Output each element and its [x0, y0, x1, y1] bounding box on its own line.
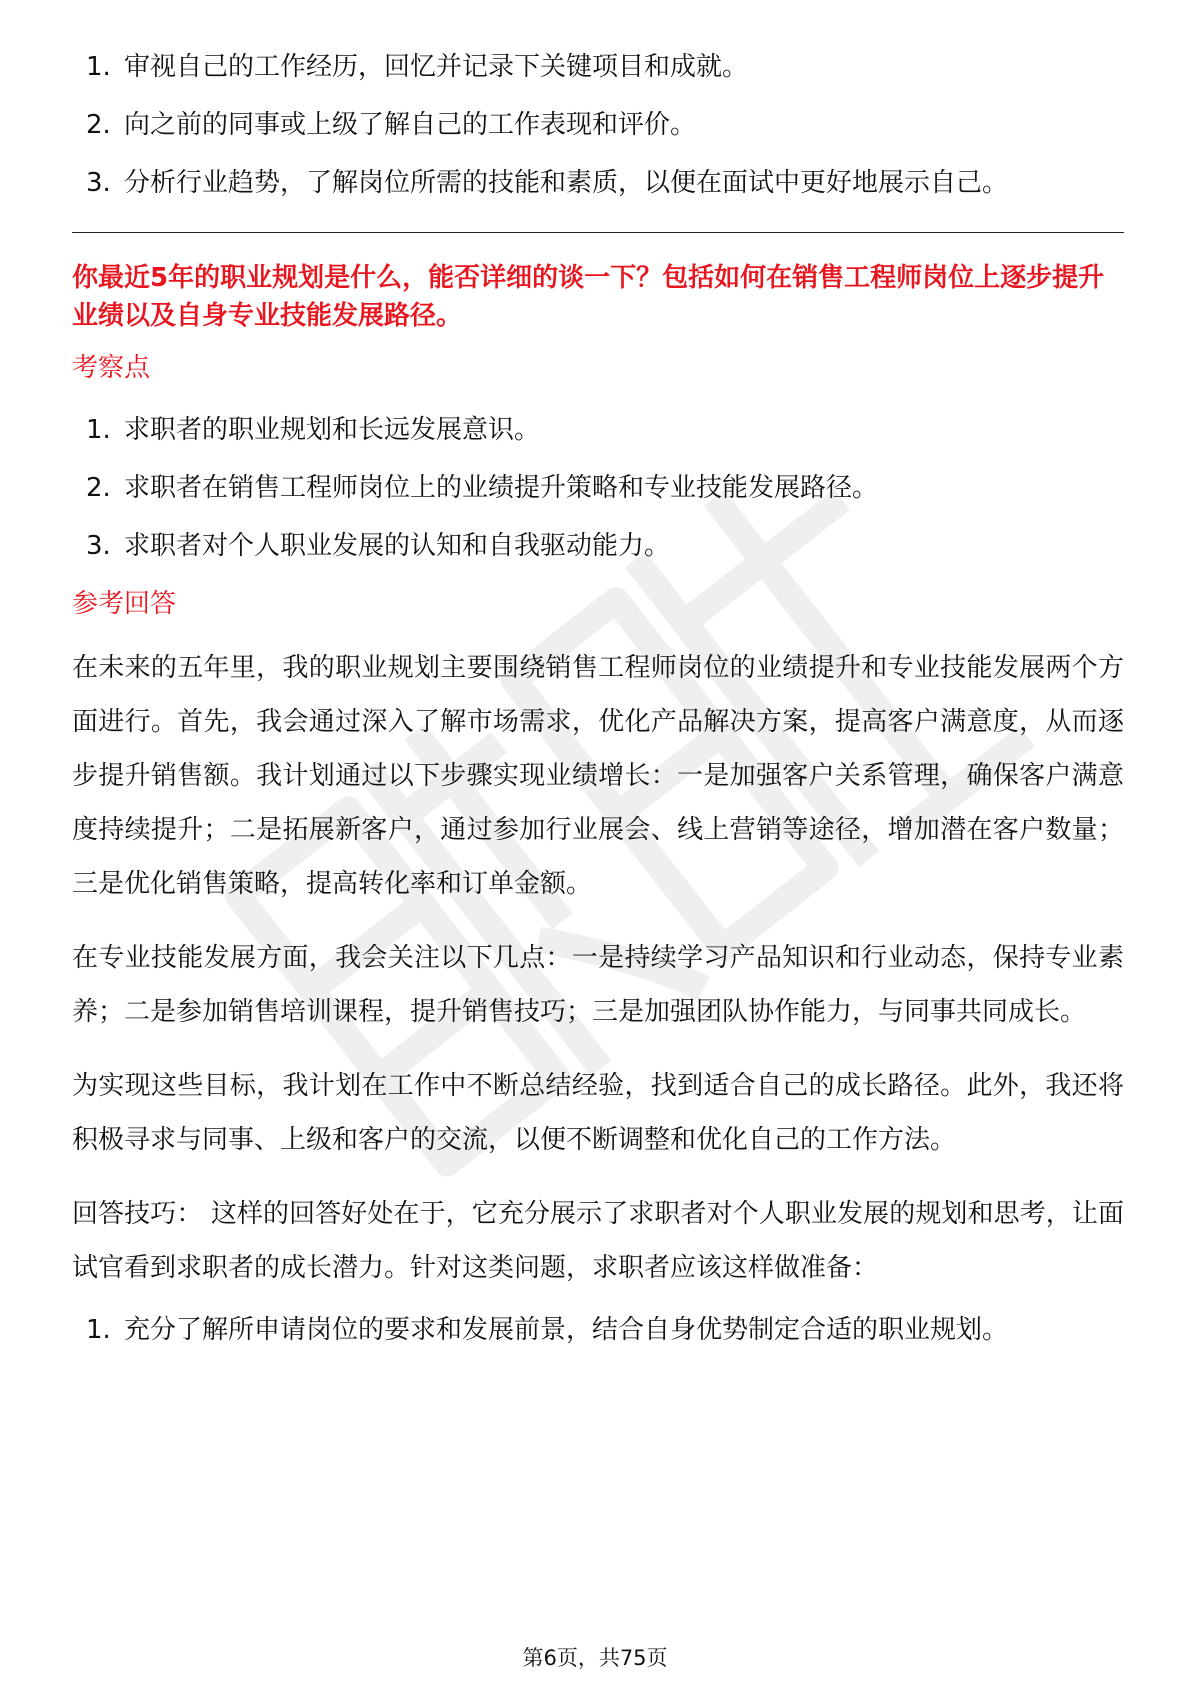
list-item [72, 531, 1124, 561]
list-number: 1. [86, 1315, 111, 1345]
exam-points-list [72, 415, 1124, 561]
list-text: 求职者的职业规划和长远发展意识。 [124, 415, 541, 445]
list-text: 求职者在销售工程师岗位上的业绩提升策略和专业技能发展路径。 [124, 473, 879, 503]
question-heading: 你最近5年的职业规划是什么，能否详细的谈一下？包括如何在销售工程师岗位上逐步提升业绩以及自身专业技能发展路径。 [72, 263, 1105, 331]
intro-list [72, 52, 1124, 198]
list-text: 求职者对个人职业发展的认知和自我驱动能力。 [124, 531, 671, 561]
tips-paragraph: 回答技巧： 这样的回答好处在于，它充分展示了求职者对个人职业发展的规划和思考，让面试官看到求职者的成长潜力。针对这类问题，求职者应该这样做准备： [72, 1199, 1124, 1283]
list-text: 审视自己的工作经历，回忆并记录下关键项目和成就。 [124, 52, 749, 82]
list-number: 2. [86, 473, 111, 503]
answer-paragraph: 在专业技能发展方面，我会关注以下几点：一是持续学习产品知识和行业动态，保持专业素养；二是参加销售培训课程，提升销售技巧；三是加强团队协作能力，与同事共同成长。 [72, 943, 1124, 1027]
list-item [72, 473, 1124, 503]
exam-points-title: 考察点 [72, 353, 151, 383]
list-number: 2. [86, 110, 111, 140]
tips-list [72, 1315, 1124, 1345]
reference-answer-title: 参考回答 [72, 589, 177, 619]
list-item [72, 1315, 1124, 1345]
list-text: 分析行业趋势，了解岗位所需的技能和素质，以便在面试中更好地展示自己。 [124, 168, 1009, 198]
content-area [72, 52, 1124, 1373]
section-divider [72, 232, 1124, 233]
list-number: 3. [86, 531, 111, 561]
list-item [72, 415, 1124, 445]
list-item [72, 52, 1124, 82]
page-number: 第6页，共75页 [522, 1646, 668, 1670]
list-item [72, 110, 1124, 140]
answer-paragraph: 为实现这些目标，我计划在工作中不断总结经验，找到适合自己的成长路径。此外，我还将积极寻求与同事、上级和客户的交流，以便不断调整和优化自己的工作方法。 [72, 1071, 1124, 1155]
list-item [72, 168, 1124, 198]
answer-paragraph: 在未来的五年里，我的职业规划主要围绕销售工程师岗位的业绩提升和专业技能发展两个方面进行。首先，我会通过深入了解市场需求，优化产品解决方案，提高客户满意度，从而逐步提升销售额。我计划通过以下步骤实现业绩增长：一是加强客户关系管理，确保客户满意度持续提升；二是拓展新客户，通过参加行业展会、线上营销等途径，增加潜在客户数量；三是优化销售策略，提高转化率和订单金额。 [72, 653, 1124, 899]
list-number: 3. [86, 168, 111, 198]
list-text: 向之前的同事或上级了解自己的工作表现和评价。 [124, 110, 697, 140]
list-number: 1. [86, 52, 111, 82]
list-text: 充分了解所申请岗位的要求和发展前景，结合自身优势制定合适的职业规划。 [124, 1315, 1009, 1345]
list-number: 1. [86, 415, 111, 445]
